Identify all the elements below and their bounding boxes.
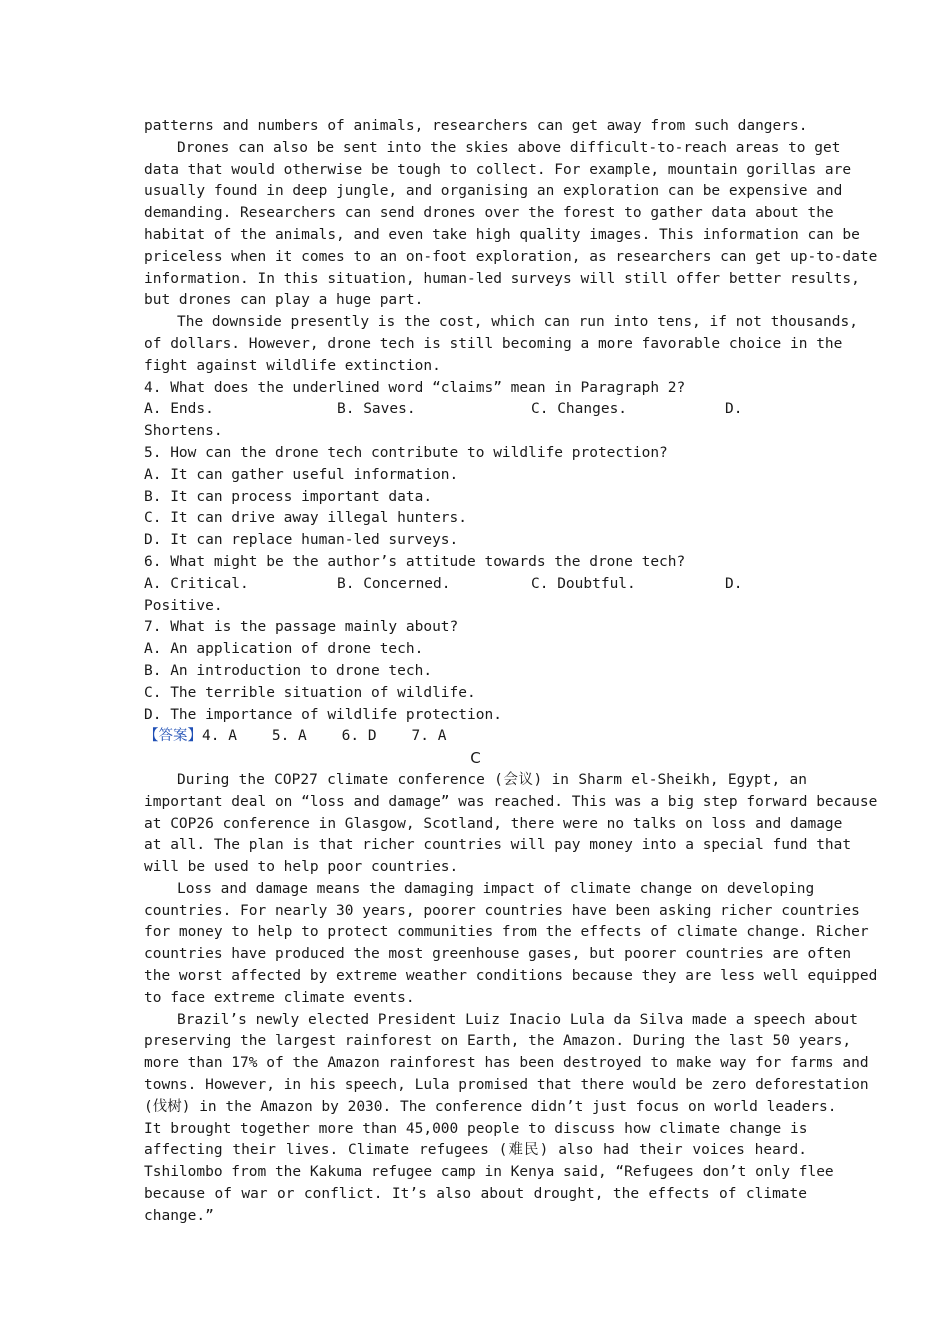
answer-values: 4. A 5. A 6. D 7. A xyxy=(202,728,447,745)
option-d: D. It can replace human-led surveys. xyxy=(144,532,459,549)
document-page xyxy=(144,116,878,1228)
text-line: but drones can play a huge part. xyxy=(144,292,424,309)
option-d: D. xyxy=(725,575,743,592)
text-line: important deal on “loss and damage” was reached. This was a big step forward because xyxy=(144,793,878,810)
text-line: information. In this situation, human-led surveys will still offer better results, xyxy=(144,270,860,287)
paragraph-start-line: Drones can also be sent into the skies above difficult-to-reach areas to get xyxy=(177,139,841,156)
text-line: fight against wildlife extinction. xyxy=(144,357,441,374)
question-4-options xyxy=(144,399,807,421)
text-line: for money to help to protect communities from the effects of climate change. Richer xyxy=(144,924,869,941)
option-d-wrap: Shortens. xyxy=(144,423,223,440)
text-line: change.” xyxy=(144,1207,214,1224)
text-line: will be used to help poor countries. xyxy=(144,859,459,876)
paragraph-start-line: Loss and damage means the damaging impact of climate change on developing xyxy=(177,880,815,897)
option-d: D. xyxy=(725,401,743,418)
question-4-stem: 4. What does the underlined word “claims” mean in Paragraph 2? xyxy=(144,379,686,396)
section-heading: C xyxy=(470,749,481,768)
text-line: at all. The plan is that richer countries will pay money into a special fund that xyxy=(144,837,852,854)
text-line: habitat of the animals, and even take high quality images. This information can be xyxy=(144,226,860,243)
text-line: countries have produced the most greenhouse gases, but poorer countries are often xyxy=(144,946,852,963)
option-d: D. The importance of wildlife protection. xyxy=(144,706,502,723)
option-a: A. It can gather useful information. xyxy=(144,466,459,483)
option-b: B. An introduction to drone tech. xyxy=(144,662,433,679)
text-line: data that would otherwise be tough to collect. For example, mountain gorillas are xyxy=(144,161,852,178)
answer-label: 【答案】 xyxy=(144,728,202,745)
text-line: preserving the largest rainforest on Earth, the Amazon. During the last 50 years, xyxy=(144,1033,852,1050)
text-line: more than 17% of the Amazon rainforest has been destroyed to make way for farms and xyxy=(144,1055,869,1072)
text-line: at COP26 conference in Glasgow, Scotland, there were no talks on loss and damage xyxy=(144,815,843,832)
text-line: patterns and numbers of animals, researchers can get away from such dangers. xyxy=(144,118,808,134)
text-line: demanding. Researchers can send drones over the forest to gather data about the xyxy=(144,205,834,222)
text-line: affecting their lives. Climate refugees (难民) also had their voices heard. xyxy=(144,1142,807,1159)
option-b: B. Concerned. xyxy=(337,575,451,592)
paragraph-start-line: The downside presently is the cost, which can run into tens, if not thousands, xyxy=(177,314,858,331)
option-c: C. It can drive away illegal hunters. xyxy=(144,510,468,527)
text-line: It brought together more than 45,000 people to discuss how climate change is xyxy=(144,1120,808,1137)
option-d-wrap: Positive. xyxy=(144,597,223,614)
answer-key xyxy=(144,726,807,748)
text-line: of dollars. However, drone tech is still becoming a more favorable choice in the xyxy=(144,335,843,352)
text-line: (伐树) in the Amazon by 2030. The conference didn’t just focus on world leaders. xyxy=(144,1098,837,1115)
text-line: usually found in deep jungle, and organising an exploration can be expensive and xyxy=(144,183,843,200)
option-b: B. It can process important data. xyxy=(144,488,433,505)
question-7-stem: 7. What is the passage mainly about? xyxy=(144,619,459,636)
option-c: C. Changes. xyxy=(531,401,628,418)
text-line: towns. However, in his speech, Lula promised that there would be zero deforestation xyxy=(144,1077,869,1094)
text-line: priceless when it comes to an on-foot exploration, as researchers can get up-to-date xyxy=(144,248,878,265)
option-b: B. Saves. xyxy=(337,401,416,418)
paragraph-start-line: Brazil’s newly elected President Luiz Inacio Lula da Silva made a speech about xyxy=(177,1011,858,1028)
text-line: the worst affected by extreme weather conditions because they are less well equipped xyxy=(144,968,878,985)
text-line: to face extreme climate events. xyxy=(144,989,415,1006)
option-c: C. The terrible situation of wildlife. xyxy=(144,684,476,701)
question-5-stem: 5. How can the drone tech contribute to wildlife protection? xyxy=(144,444,668,461)
text-line: Tshilombo from the Kakuma refugee camp in Kenya said, “Refugees don’t only flee xyxy=(144,1164,834,1181)
option-a: A. Ends. xyxy=(144,401,214,418)
paragraph-start-line: During the COP27 climate conference (会议) in Sharm el-Sheikh, Egypt, an xyxy=(177,771,807,788)
text-line: because of war or conflict. It’s also about drought, the effects of climate xyxy=(144,1186,807,1203)
question-6-stem: 6. What might be the author’s attitude towards the drone tech? xyxy=(144,553,686,570)
option-c: C. Doubtful. xyxy=(531,575,636,592)
question-6-options xyxy=(144,574,807,596)
text-line: countries. For nearly 30 years, poorer countries have been asking richer countries xyxy=(144,902,860,919)
option-a: A. An application of drone tech. xyxy=(144,641,424,658)
option-a: A. Critical. xyxy=(144,575,249,592)
